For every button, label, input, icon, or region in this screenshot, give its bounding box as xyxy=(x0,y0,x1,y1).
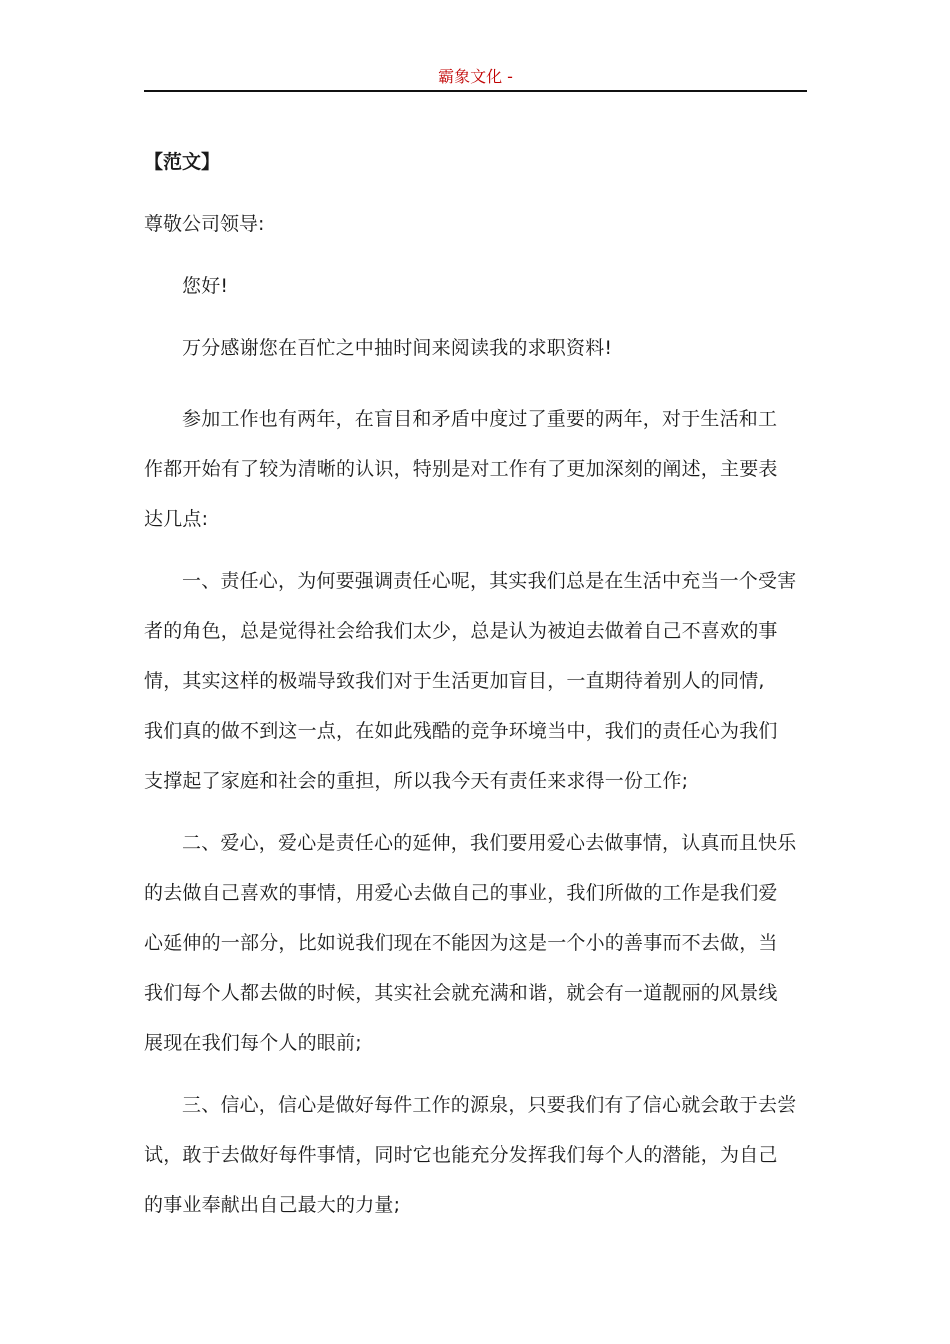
paragraph-line: 我们真的做不到这一点，在如此残酷的竞争环境当中，我们的责任心为我们 xyxy=(144,720,778,742)
document-body xyxy=(144,146,807,1242)
header-divider xyxy=(144,90,807,92)
paragraph-line: 三、信心，信心是做好每件工作的源泉，只要我们有了信心就会敢于去尝 xyxy=(182,1094,797,1116)
paragraph-responsibility xyxy=(144,556,807,806)
paragraph-line: 达几点: xyxy=(144,508,209,530)
page-header: 霸象文化 - xyxy=(438,67,513,86)
paragraph-line: 参加工作也有两年，在盲目和矛盾中度过了重要的两年，对于生活和工 xyxy=(182,408,778,430)
greeting xyxy=(144,270,807,302)
paragraph-line: 的事业奉献出自己最大的力量; xyxy=(144,1194,401,1216)
paragraph-line: 试，敢于去做好每件事情，同时它也能充分发挥我们每个人的潜能，为自己 xyxy=(144,1144,778,1166)
paragraph-line: 支撑起了家庭和社会的重担，所以我今天有责任来求得一份工作; xyxy=(144,770,689,792)
paragraph-confidence xyxy=(144,1080,807,1230)
paragraph-line: 者的角色，总是觉得社会给我们太少，总是认为被迫去做着自己不喜欢的事 xyxy=(144,620,778,642)
thanks-text: 万分感谢您在百忙之中抽时间来阅读我的求职资料! xyxy=(182,337,613,359)
paragraph-line: 一、责任心，为何要强调责任心呢，其实我们总是在生活中充当一个受害 xyxy=(182,570,797,592)
paragraph-love xyxy=(144,818,807,1068)
paragraph-line: 的去做自己喜欢的事情，用爱心去做自己的事业，我们所做的工作是我们爱 xyxy=(144,882,778,904)
paragraph-line: 情，其实这样的极端导致我们对于生活更加盲目，一直期待着别人的同情, xyxy=(144,670,765,692)
paragraph-line: 二、爱心，爱心是责任心的延伸，我们要用爱心去做事情，认真而且快乐 xyxy=(182,832,797,854)
paragraph-line: 作都开始有了较为清晰的认识，特别是对工作有了更加深刻的阐述，主要表 xyxy=(144,458,778,480)
paragraph-line: 展现在我们每个人的眼前; xyxy=(144,1032,362,1054)
paragraph-line: 心延伸的一部分，比如说我们现在不能因为这是一个小的善事而不去做，当 xyxy=(144,932,778,954)
salutation: 尊敬公司领导: xyxy=(144,213,265,235)
thanks-paragraph xyxy=(144,332,807,364)
section-title: 【范文】 xyxy=(144,151,221,173)
paragraph-intro xyxy=(144,394,807,544)
greeting-text: 您好! xyxy=(182,275,229,297)
paragraph-line: 我们每个人都去做的时候，其实社会就充满和谐，就会有一道靓丽的风景线 xyxy=(144,982,778,1004)
